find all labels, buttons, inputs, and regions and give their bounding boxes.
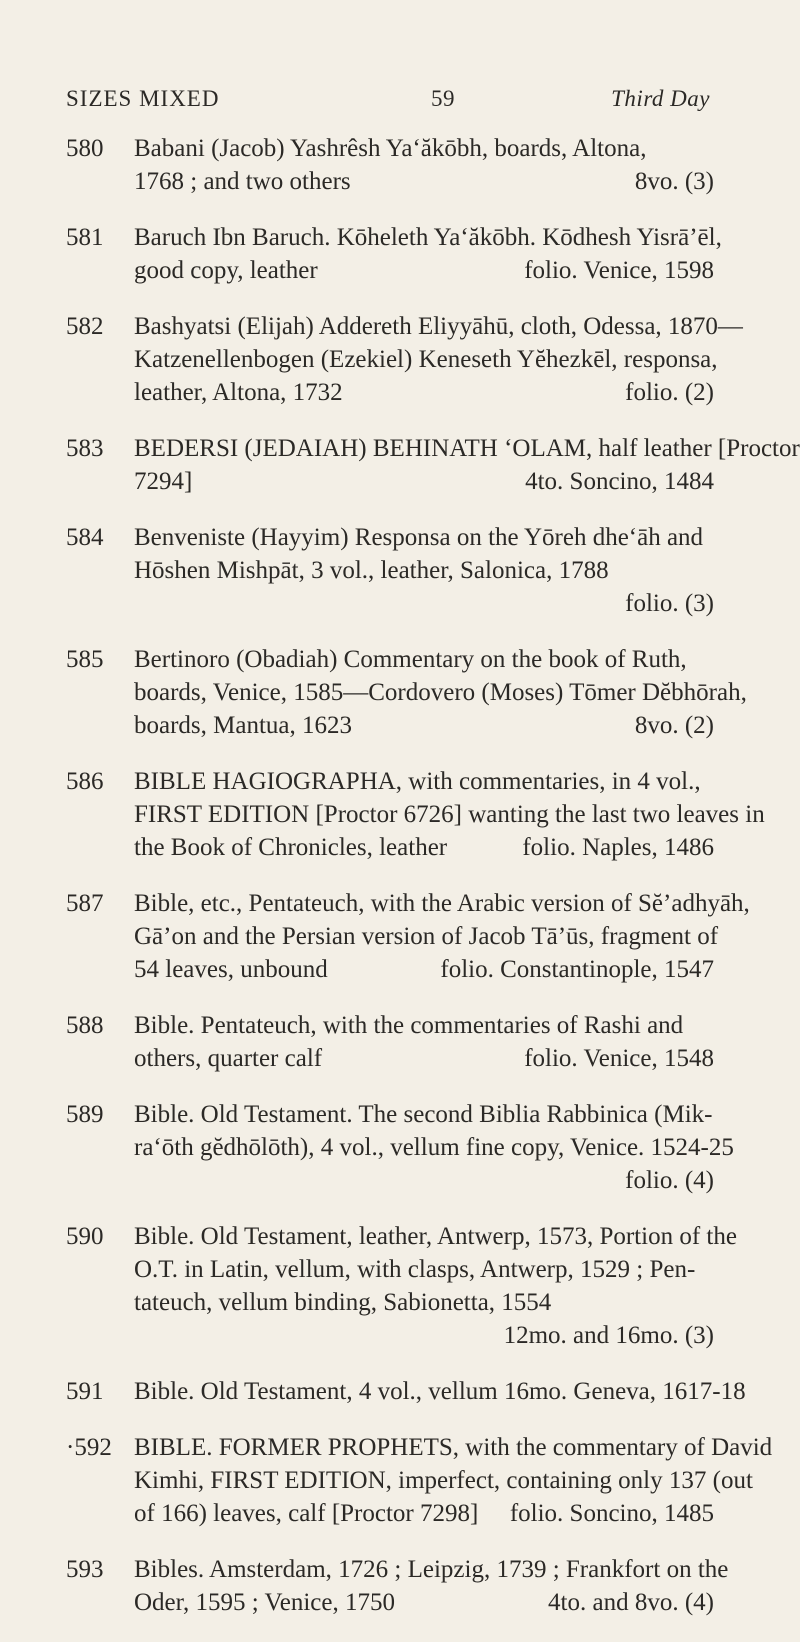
entry-line-format: folio. Constantinople, 1547 <box>440 956 714 983</box>
entry-line: FIRST EDITION [Proctor 6726] wanting the last two leaves in <box>134 801 765 828</box>
lot-number: 591 <box>66 1378 104 1405</box>
entry-text <box>134 1220 737 1352</box>
entry-line <box>134 465 714 498</box>
lot-number: 584 <box>66 524 104 551</box>
entry-line-format: folio. Venice, 1598 <box>524 257 714 284</box>
entry-line: Babani (Jacob) Yashrêsh Ya‘ăkōbh, boards, Altona, <box>134 135 647 162</box>
entry-line: O.T. in Latin, vellum, with clasps, Antwerp, 1529 ; Pen- <box>134 1256 696 1283</box>
running-head-left: SIZES MIXED <box>66 86 220 111</box>
catalogue-entry <box>66 432 800 498</box>
entry-line-format: folio. Soncino, 1485 <box>509 1500 714 1527</box>
lot-number: 586 <box>66 768 104 795</box>
entry-text <box>134 765 765 864</box>
entry-line-format: 4to. Soncino, 1484 <box>525 468 714 495</box>
lot-number: ·592 <box>66 1434 112 1461</box>
entry-line: BIBLE. FORMER PROPHETS, with the commentary of David <box>134 1434 773 1461</box>
lot-number: 583 <box>66 435 104 462</box>
entry-line: ra‘ōth gĕdhōlōth), 4 vol., vellum fine copy, Venice. 1524-25 <box>134 1134 734 1161</box>
catalogue-entry <box>66 1220 737 1352</box>
lot-number: 585 <box>66 646 104 673</box>
entry-text <box>134 1431 773 1530</box>
catalogue-entry <box>66 887 750 986</box>
entry-line-format: 8vo. (2) <box>634 712 714 739</box>
entry-line-main: Oder, 1595 ; Venice, 1750 <box>134 1589 395 1616</box>
entry-line-main: boards, Mantua, 1623 <box>134 712 353 739</box>
entry-line-main: 54 leaves, unbound <box>134 956 328 983</box>
entry-line <box>134 1497 714 1530</box>
entry-text <box>134 310 743 409</box>
entry-line-format: folio. (2) <box>625 379 714 406</box>
entry-line-format: folio. Naples, 1486 <box>522 834 714 861</box>
entry-line: 12mo. and 16mo. (3) <box>503 1322 714 1349</box>
catalogue-entry <box>66 643 747 742</box>
entry-line-main: 7294] <box>134 468 193 495</box>
page-number: 59 <box>431 86 455 111</box>
entry-line: Hōshen Mishpāt, 3 vol., leather, Salonica, 1788 <box>134 557 609 584</box>
entry-line: Bible. Old Testament. The second Biblia Rabbinica (Mik- <box>134 1101 713 1128</box>
lot-number: 589 <box>66 1101 104 1128</box>
entry-line: Gā’on and the Persian version of Jacob Tā’ūs, fragment of <box>134 923 719 950</box>
catalogue-entry <box>66 521 714 620</box>
entry-list <box>66 132 800 1642</box>
entry-text <box>134 1098 734 1197</box>
entry-line <box>134 831 714 864</box>
entry-line: BIBLE HAGIOGRAPHA, with commentaries, in 4 vol., <box>134 768 701 795</box>
entry-line: folio. (4) <box>625 1167 714 1194</box>
entry-text <box>134 221 722 287</box>
entry-line: BEDERSI (JEDAIAH) BEHINATH ‘OLAM, half leather [Proctor <box>134 435 800 462</box>
entry-line-main: good copy, leather <box>134 257 318 284</box>
catalogue-entry <box>66 1553 729 1619</box>
entry-text <box>134 1553 729 1619</box>
lot-number: 581 <box>66 224 104 251</box>
entry-line-main: others, quarter calf <box>134 1045 323 1072</box>
entry-line <box>134 1586 714 1619</box>
lot-number: 588 <box>66 1012 104 1039</box>
entry-line: Bible. Pentateuch, with the commentaries of Rashi and <box>134 1012 684 1039</box>
entry-line-main: leather, Altona, 1732 <box>134 379 343 406</box>
entry-line: Bible. Old Testament, leather, Antwerp, 1573, Portion of the <box>134 1223 737 1250</box>
entry-line: tateuch, vellum binding, Sabionetta, 1554 <box>134 1289 552 1316</box>
lot-number: 582 <box>66 313 104 340</box>
entry-line: folio. (3) <box>625 590 714 617</box>
entry-line: Bashyatsi (Elijah) Addereth Eliyyāhū, cloth, Odessa, 1870— <box>134 313 743 340</box>
lot-number: 590 <box>66 1223 104 1250</box>
entry-line: boards, Venice, 1585—Cordovero (Moses) Tōmer Dĕbhōrah, <box>134 679 747 706</box>
entry-text <box>134 1375 746 1408</box>
entry-text <box>134 1009 714 1075</box>
running-head <box>66 86 710 116</box>
catalogue-entry <box>66 1431 773 1530</box>
entry-text <box>134 643 747 742</box>
entry-line: Bible. Old Testament, 4 vol., vellum 16mo. Geneva, 1617-18 <box>134 1378 746 1405</box>
lot-number: 580 <box>66 135 104 162</box>
entry-line: Bertinoro (Obadiah) Commentary on the book of Ruth, <box>134 646 687 673</box>
entry-line: Bibles. Amsterdam, 1726 ; Leipzig, 1739 ; Frankfort on the <box>134 1556 729 1583</box>
catalogue-entry <box>66 1098 734 1197</box>
entry-line <box>134 953 714 986</box>
catalogue-entry <box>66 221 722 287</box>
entry-line: Benveniste (Hayyim) Responsa on the Yōreh dhe‘āh and <box>134 524 704 551</box>
entry-line-format: 4to. and 8vo. (4) <box>548 1589 714 1616</box>
catalogue-entry <box>66 310 743 409</box>
entry-line-main: of 166) leaves, calf [Proctor 7298] <box>134 1500 479 1527</box>
catalogue-entry <box>66 1009 714 1075</box>
entry-line: Katzenellenbogen (Ezekiel) Keneseth Yĕhezkēl, responsa, <box>134 346 718 373</box>
lot-number: 593 <box>66 1556 104 1583</box>
entry-line <box>134 254 714 287</box>
lot-number: 587 <box>66 890 104 917</box>
entry-line: Baruch Ibn Baruch. Kōheleth Ya‘ăkōbh. Kōdhesh Yisrā’ēl, <box>134 224 722 251</box>
catalogue-entry <box>66 765 765 864</box>
entry-line-main: 1768 ; and two others <box>134 168 351 195</box>
entry-line <box>134 709 714 742</box>
entry-line-main: the Book of Chronicles, leather <box>134 834 448 861</box>
entry-line <box>134 165 714 198</box>
entry-line <box>134 376 714 409</box>
entry-line: Bible, etc., Pentateuch, with the Arabic version of Sĕ’adhyāh, <box>134 890 750 917</box>
entry-text <box>134 521 714 620</box>
entry-line-format: folio. Venice, 1548 <box>524 1045 714 1072</box>
catalogue-entry <box>66 132 714 198</box>
entry-text <box>134 432 800 498</box>
entry-line <box>134 1042 714 1075</box>
entry-text <box>134 887 750 986</box>
entry-text <box>134 132 714 198</box>
running-head-right: Third Day <box>611 86 710 111</box>
catalogue-entry <box>66 1375 746 1408</box>
entry-line-format: 8vo. (3) <box>634 168 714 195</box>
entry-line: Kimhi, FIRST EDITION, imperfect, containing only 137 (out <box>134 1467 753 1494</box>
